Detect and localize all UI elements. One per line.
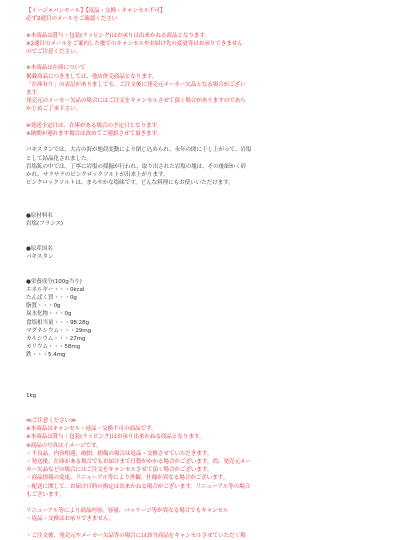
nutrition-row: カルシウム・・・27mg [26, 336, 86, 343]
notice-shipping-6: かじめご了承下さい。 [26, 106, 81, 113]
notice-shipping-1: ※本商品は在庫について [26, 65, 86, 72]
caution-line: カー欠品などの場合にはご注文をキャンセルさせて頂く場合がございます。 [26, 467, 213, 474]
notice-delivery-1: ※発送予定日は、在庫がある場合の予定日となります。 [26, 122, 162, 129]
header-line-2: 必ず2通目のメールをご確認ください [26, 16, 118, 23]
caution-line: ・返品・交換はお承りできません。 [26, 516, 115, 523]
notice-shipping-2: 掲載商品につきましては、他店併売商品となります。 [26, 73, 158, 80]
nutrition-heading: ●栄養成分(100g当り) [26, 278, 82, 285]
materials-value: 岩塩(フランス) [26, 221, 63, 228]
caution-line: ・ご注文後、発売元やメーカー欠品等の場合には該当商品をキャンセルさせていただく場 [26, 532, 246, 539]
nutrition-row: 食塩相当量・・・98.28g [26, 319, 89, 326]
notice-stock-3: のでご注意ください。 [26, 49, 81, 55]
description-line-4: かれ、サラサラのピンクロックソルトが出来上がります。 [26, 172, 169, 178]
description-line-3: 岩塩鉱の中では、丁寧に岩塩の採掘が行われ、取り出された岩塩の塊は、その後細かく砕 [26, 163, 247, 170]
caution-line: ※商品の写真はイメージです。 [26, 442, 102, 449]
caution-line: ※本商品はキャンセル・返品・交換不可の商品です。 [26, 426, 157, 433]
notice-stock-2: ※2通目のメールをご案内した後でのキャンセルやお届け先の変更等はお承りできません [26, 40, 243, 47]
caution-line [26, 499, 380, 507]
caution-line: ※本商品は賞与・包装(ラッピング)はお承り出来かねる商品となります。 [26, 434, 205, 441]
caution-line [26, 524, 380, 532]
caution-line: リニューアル等により商品内容、容量、パッケージ等が異なる場合でもキャンセル [26, 508, 229, 515]
materials-heading: ●原材料名 [26, 213, 53, 219]
caution-line: ・配送に関して、お届け日時の指定は出来かねる場合がございます。リニューアル等の場合 [26, 483, 251, 490]
notice-delivery-2: ※納期が遅れます場合は改めてご連絡させて頂きます。 [26, 131, 162, 137]
caution-line: もございます。 [26, 491, 65, 498]
nutrition-row: 炭水化物・・・0g [26, 311, 72, 318]
origin-value: パキスタン [26, 254, 54, 260]
description-line-5: ピンクロックソルトは、まろやかな塩味です。どんな料理にもお使いいただけます。 [26, 180, 234, 187]
caution-line: ・不良品、内容相違、破損、損傷の場合は返品・交換させていただきます。 [26, 450, 213, 457]
caution-line: ・商品情報の変更、リニューアル等により外観、仕様が異なる場合がございます。 [26, 475, 229, 482]
product-description [26, 7, 380, 540]
notice-shipping-4: ます。 [26, 90, 43, 96]
notice-stock-1: ※本商品は賞与・包装(ラッピング)はお承りは出来かねる商品となります。 [26, 32, 210, 39]
nutrition-row: カリウム・・・58mg [26, 344, 81, 351]
description-line-1: パキスタンでは、大古の海が地殻変動により閉じ込められ、永年の間に干し上がって、岩塩 [26, 147, 252, 154]
header-line-1: 【イージャパンモール】【返品・交換・キャンセル不可】 [26, 8, 166, 14]
nutrition-row: 鉄・・・5.4mg [26, 352, 66, 359]
nutrition-row: たんぱく質・・・0g [26, 295, 77, 301]
nutrition-row: 脂質・・・0g [26, 303, 61, 310]
weight-value: 1kg [26, 393, 37, 400]
caution-line: ・発送後、在庫がある場合でもお届けまで日数がかかる場合がございます。尚、発売元メー [26, 459, 251, 466]
nutrition-row: マグネシウム・・・29mg [26, 327, 92, 334]
caution-heading: ≪ご注意ください≫ [26, 418, 76, 425]
nutrition-row: エネルギー・・・0kcal [26, 286, 85, 293]
origin-heading: ●原産国名 [26, 245, 53, 252]
notice-shipping-5: 発売元のメーカー欠品の場合にはご注文をキャンセルさせて頂く場合がありますのであら [26, 98, 246, 105]
description-line-2: として結晶化されました。 [26, 155, 92, 162]
notice-shipping-3: 「在庫有り」の表記がありましても、ご注文後に発売元メーカー欠品となる場合がござい [26, 81, 246, 88]
